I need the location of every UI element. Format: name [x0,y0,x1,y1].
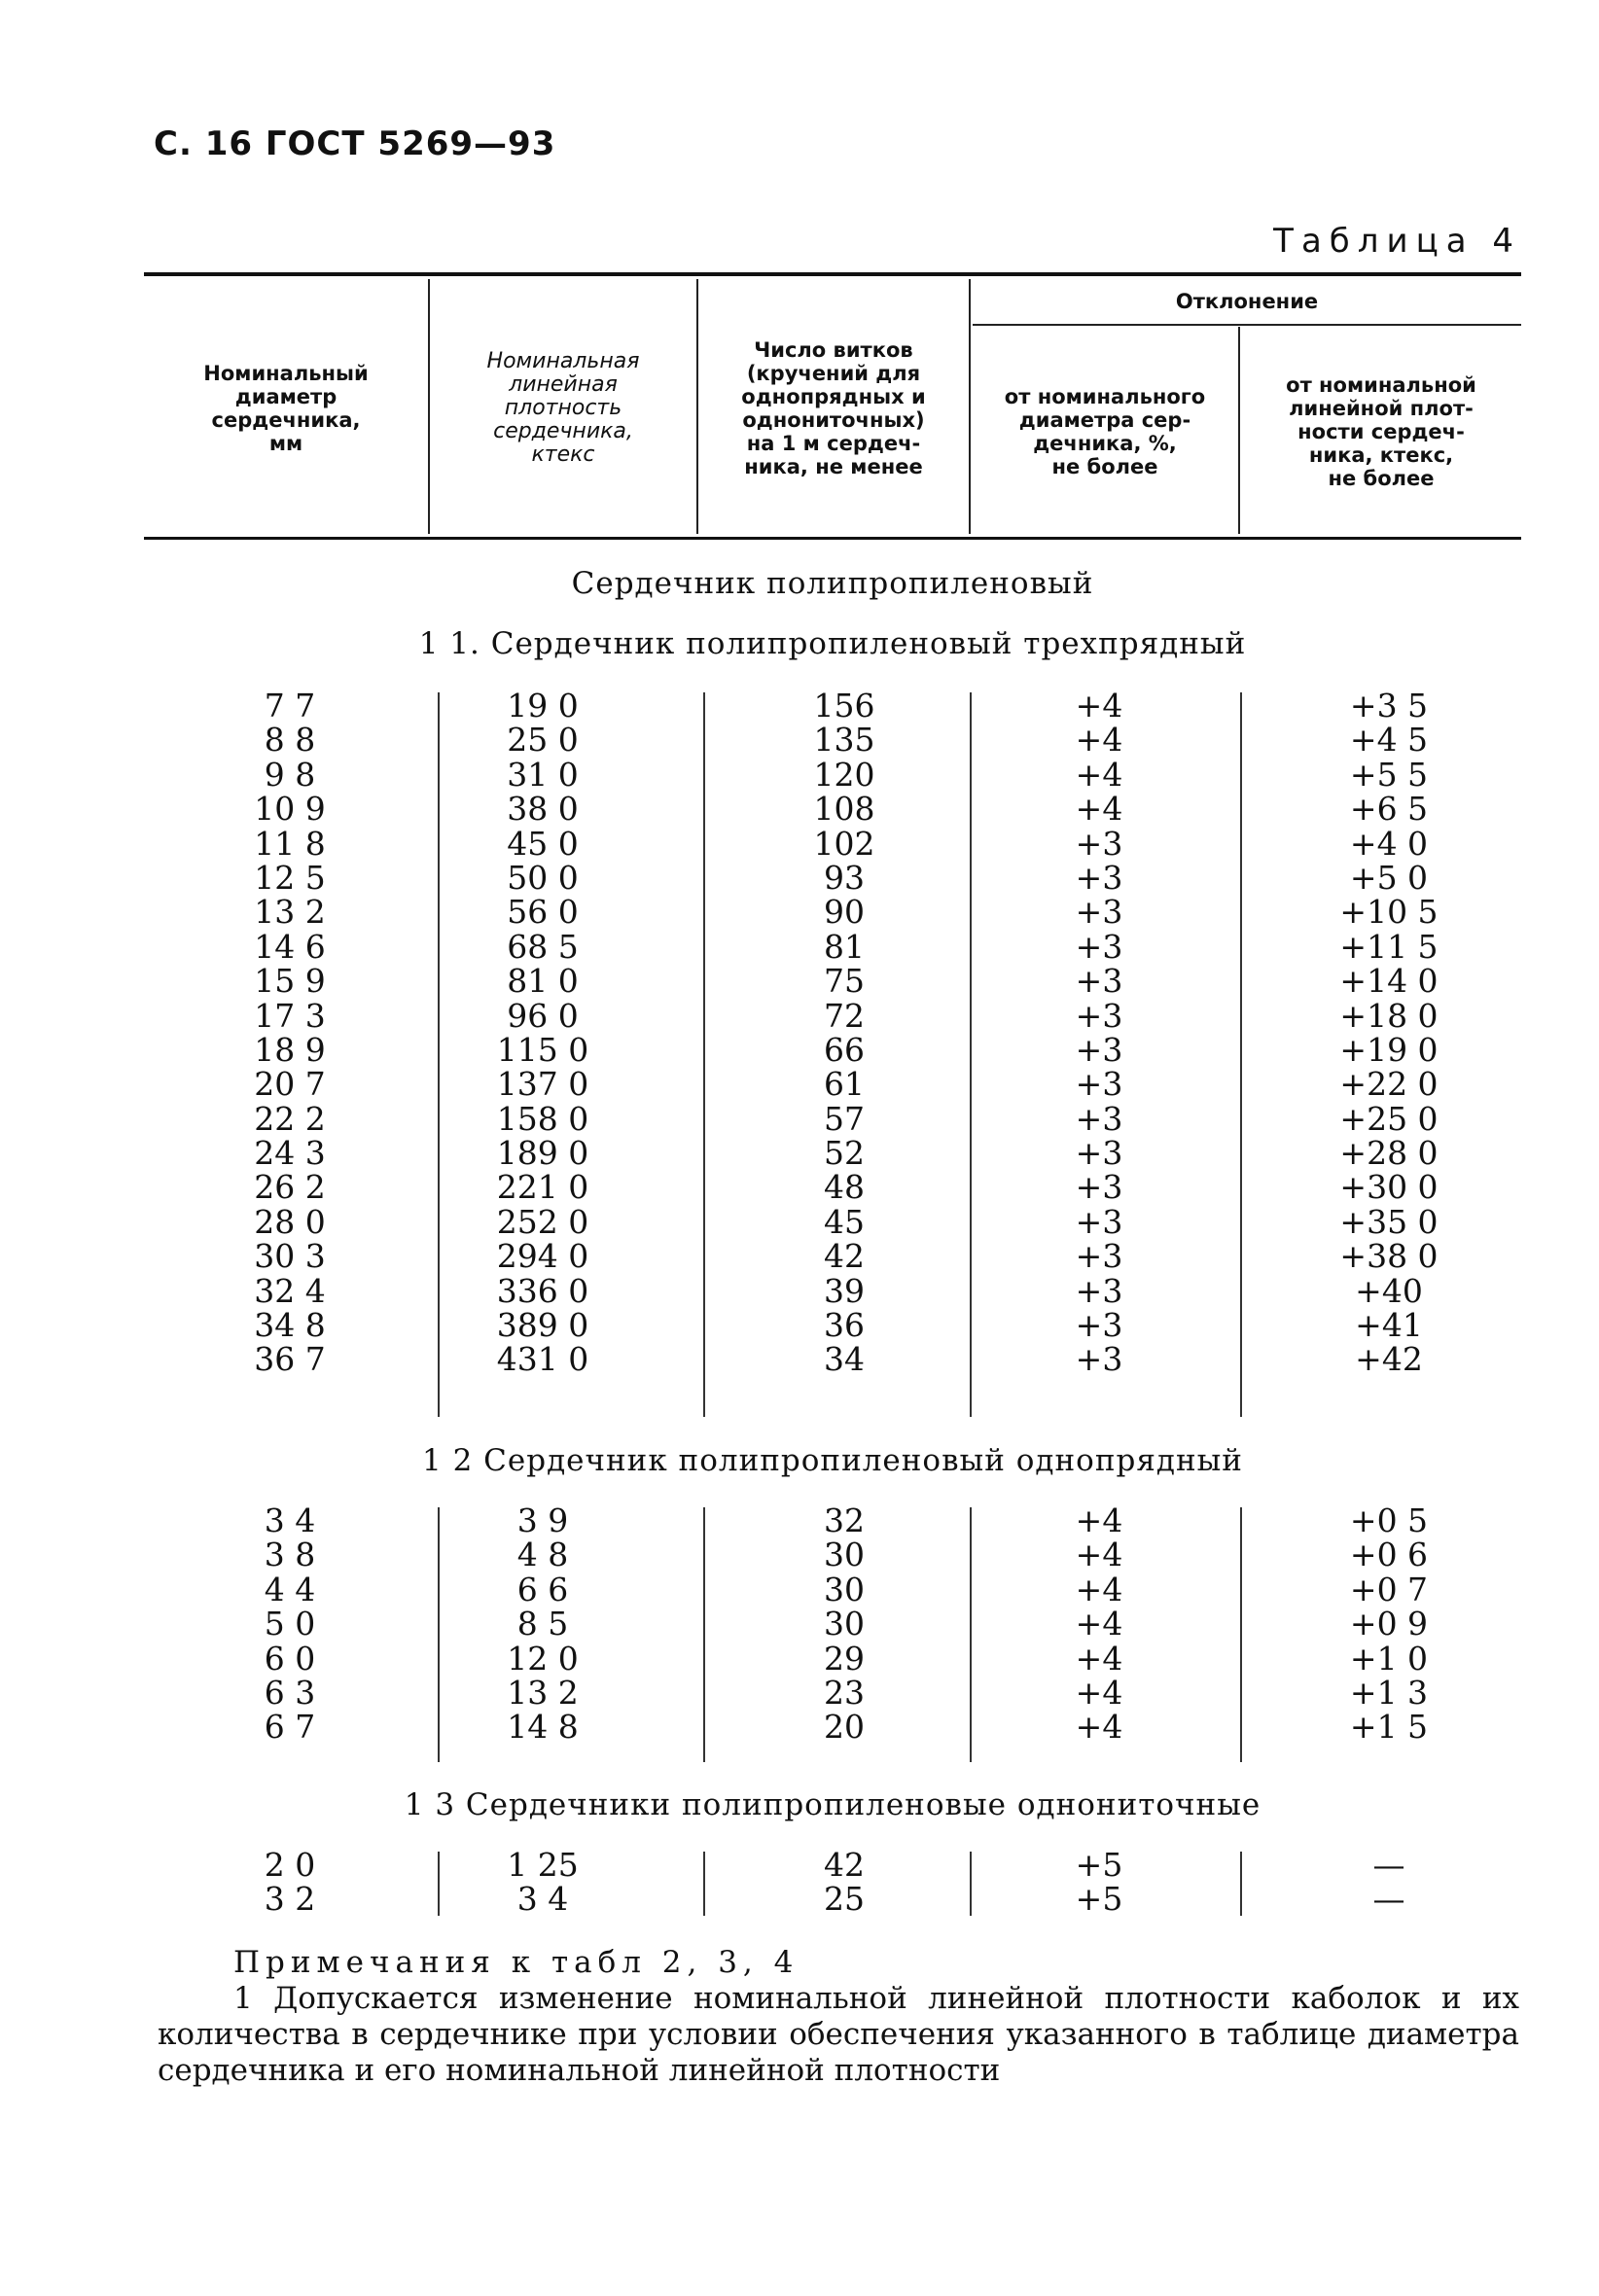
section-title: 1 3 Сердечники полипропиленовые однониточные [404,1787,1261,1822]
cell-twists: 30 [824,1570,865,1608]
cell-nominal-density: 431 0 [496,1340,589,1379]
cell-nominal-diameter: 3 2 [264,1880,316,1919]
cell-nominal-diameter: 14 6 [254,927,326,966]
table-row [144,1271,1521,1310]
table-row [144,996,1521,1035]
cell-diameter-deviation: +4 [1075,1639,1123,1678]
cell-nominal-diameter: 13 2 [254,893,326,932]
cell-nominal-diameter: 36 7 [254,1340,326,1379]
header-group-deviation: Отклонение [1175,290,1319,313]
notes [158,1945,1519,2089]
cell-twists: 45 [824,1202,865,1241]
header-group-rule [973,324,1521,326]
cell-diameter-deviation: +4 [1075,1708,1123,1747]
header-nominal-density [432,282,694,535]
cell-nominal-density: 137 0 [496,1065,589,1104]
cell-twists: 36 [824,1306,865,1345]
cell-density-deviation: +0 7 [1349,1570,1429,1608]
cell-nominal-diameter: 3 8 [264,1536,316,1574]
cell-diameter-deviation: +3 [1075,858,1123,897]
cell-nominal-density: 6 6 [516,1570,569,1608]
cell-twists: 20 [824,1708,865,1747]
cell-twists: 135 [813,721,875,759]
table-row [144,858,1521,897]
header-nominal-diameter-text: Номинальный диаметр сердечника, мм [203,362,369,455]
cell-nominal-density: 115 0 [496,1030,589,1069]
cell-nominal-diameter: 2 0 [264,1846,316,1884]
notes-title: Примечания к табл 2, 3, 4 [233,1945,800,1980]
cell-twists: 30 [824,1605,865,1643]
cell-density-deviation: +14 0 [1339,962,1439,1001]
main-title: Сердечник полипропиленовый [571,566,1094,601]
cell-nominal-diameter: 26 2 [254,1168,326,1207]
table-row [144,1880,1521,1919]
cell-diameter-deviation: +3 [1075,1099,1123,1138]
cell-twists: 39 [824,1271,865,1310]
column-separator [1240,1507,1242,1762]
cell-density-deviation: +41 [1355,1306,1423,1345]
page-header: С. 16 ГОСТ 5269—93 [154,124,556,163]
table-row [144,790,1521,829]
table-row [144,1030,1521,1069]
cell-twists: 25 [824,1880,865,1919]
table-row [144,824,1521,863]
cell-twists: 23 [824,1673,865,1712]
cell-nominal-density: 12 0 [507,1639,579,1678]
note-item: 1 Допускается изменение номинальной линейной плотности каболок и их количества в сердечнике при условии обеспечения указанного в таблице диаметра сердечника и его номинальной линейной плотности [158,1981,1519,2088]
cell-nominal-density: 158 0 [496,1099,589,1138]
section-rows [144,689,1521,1377]
cell-density-deviation: — [1372,1880,1405,1919]
cell-twists: 48 [824,1168,865,1207]
cell-nominal-diameter: 34 8 [254,1306,326,1345]
table-row [144,1572,1521,1607]
cell-density-deviation: +1 0 [1349,1639,1429,1678]
cell-nominal-density: 31 0 [507,755,579,794]
cell-nominal-diameter: 6 7 [264,1708,316,1747]
table-row [144,893,1521,932]
section-rows [144,1503,1521,1745]
cell-density-deviation: +19 0 [1339,1030,1439,1069]
cell-density-deviation: +28 0 [1339,1134,1439,1173]
cell-diameter-deviation: +3 [1075,1134,1123,1173]
cell-nominal-density: 221 0 [496,1168,589,1207]
cell-twists: 66 [824,1030,865,1069]
table-row [144,1168,1521,1207]
cell-nominal-diameter: 8 8 [264,721,316,759]
table-row [144,1065,1521,1104]
cell-nominal-diameter: 4 4 [264,1570,316,1608]
header-divider [696,279,698,534]
section-title: 1 1. Сердечник полипропиленовый трехпрядный [418,626,1247,661]
cell-diameter-deviation: +3 [1075,1065,1123,1104]
cell-density-deviation: +35 0 [1339,1202,1439,1241]
table-row [144,1537,1521,1572]
cell-diameter-deviation: +3 [1075,1168,1123,1207]
table-header-bottom-rule [144,537,1521,540]
table-row [144,1848,1521,1882]
table-row [144,1099,1521,1138]
table-row [144,1708,1521,1747]
column-separator [1240,1852,1242,1916]
cell-diameter-deviation: +4 [1075,1501,1123,1539]
cell-diameter-deviation: +3 [1075,1030,1123,1069]
table-row [144,962,1521,1001]
cell-nominal-density: 50 0 [507,858,579,897]
cell-nominal-diameter: 6 0 [264,1639,316,1678]
cell-nominal-diameter: 3 4 [264,1501,316,1539]
cell-diameter-deviation: +3 [1075,1202,1123,1241]
cell-density-deviation: +22 0 [1339,1065,1439,1104]
cell-density-deviation: +18 0 [1339,996,1439,1035]
cell-density-deviation: — [1372,1846,1405,1884]
cell-twists: 52 [824,1134,865,1173]
cell-nominal-diameter: 15 9 [254,962,326,1001]
column-separator [970,1852,972,1916]
cell-nominal-diameter: 11 8 [254,824,326,863]
cell-diameter-deviation: +4 [1075,687,1123,724]
cell-diameter-deviation: +4 [1075,1570,1123,1608]
cell-nominal-density: 252 0 [496,1202,589,1241]
cell-nominal-diameter: 10 9 [254,790,326,829]
cell-density-deviation: +0 5 [1349,1501,1429,1539]
table-row [144,1340,1521,1379]
cell-density-deviation: +30 0 [1339,1168,1439,1207]
cell-twists: 34 [824,1340,865,1379]
cell-nominal-density: 19 0 [507,687,579,724]
column-separator [438,1852,440,1916]
section-title: 1 2 Сердечник полипропиленовый однопрядный [422,1443,1243,1478]
cell-nominal-diameter: 32 4 [254,1271,326,1310]
cell-nominal-density: 3 4 [516,1880,569,1919]
cell-nominal-density: 96 0 [507,996,579,1035]
column-separator [438,692,440,1417]
table-row [144,1237,1521,1276]
cell-twists: 93 [824,858,865,897]
cell-twists: 32 [824,1501,865,1539]
cell-twists: 90 [824,893,865,932]
cell-nominal-diameter: 9 8 [264,755,316,794]
cell-diameter-deviation: +4 [1075,721,1123,759]
cell-nominal-density: 3 9 [516,1501,569,1539]
cell-nominal-diameter: 18 9 [254,1030,326,1069]
cell-density-deviation: +5 0 [1349,858,1429,897]
cell-diameter-deviation: +3 [1075,893,1123,932]
header-divider [428,279,430,534]
header-divider [969,279,971,534]
cell-nominal-diameter: 24 3 [254,1134,326,1173]
cell-density-deviation: +42 [1355,1340,1423,1379]
cell-nominal-diameter: 30 3 [254,1237,326,1276]
cell-diameter-deviation: +4 [1075,790,1123,829]
table-row [144,1202,1521,1241]
cell-nominal-density: 4 8 [516,1536,569,1574]
cell-twists: 75 [824,962,865,1001]
cell-nominal-density: 81 0 [507,962,579,1001]
cell-diameter-deviation: +4 [1075,1605,1123,1643]
header-nominal-diameter [146,282,426,535]
cell-nominal-density: 45 0 [507,824,579,863]
header-twists-text: Число витков (кручений для однопрядных и однониточных) на 1 м сердеч- ника, не менее [741,338,926,478]
cell-nominal-diameter: 20 7 [254,1065,326,1104]
header-divider [1238,327,1240,534]
cell-diameter-deviation: +4 [1075,1536,1123,1574]
cell-twists: 42 [824,1237,865,1276]
column-separator [1240,692,1242,1417]
cell-diameter-deviation: +5 [1075,1880,1123,1919]
cell-diameter-deviation: +3 [1075,1271,1123,1310]
cell-twists: 102 [813,824,875,863]
cell-nominal-density: 336 0 [496,1271,589,1310]
header-density-deviation [1241,329,1521,535]
cell-density-deviation: +38 0 [1339,1237,1439,1276]
cell-nominal-diameter: 6 3 [264,1673,316,1712]
cell-nominal-diameter: 5 0 [264,1605,316,1643]
section-rows [144,1848,1521,1917]
table-top-rule [144,272,1521,276]
cell-density-deviation: +0 6 [1349,1536,1429,1574]
table-row [144,1134,1521,1173]
cell-density-deviation: +25 0 [1339,1099,1439,1138]
header-diameter-deviation-text: от номинального диаметра сер- дечника, %, не более [1004,385,1206,478]
cell-diameter-deviation: +4 [1075,755,1123,794]
cell-twists: 72 [824,996,865,1035]
cell-diameter-deviation: +5 [1075,1846,1123,1884]
table-row [144,723,1521,757]
cell-diameter-deviation: +4 [1075,1673,1123,1712]
table-label: Таблица 4 [1273,222,1521,261]
cell-twists: 81 [824,927,865,966]
cell-nominal-diameter: 12 5 [254,858,326,897]
cell-twists: 108 [813,790,875,829]
cell-density-deviation: +3 5 [1349,687,1429,724]
table-row [144,689,1521,723]
cell-diameter-deviation: +3 [1075,824,1123,863]
column-separator [438,1507,440,1762]
table-row [144,1503,1521,1537]
cell-twists: 61 [824,1065,865,1104]
cell-nominal-density: 13 2 [507,1673,579,1712]
cell-density-deviation: +10 5 [1339,893,1439,932]
cell-diameter-deviation: +3 [1075,927,1123,966]
cell-nominal-density: 8 5 [516,1605,569,1643]
cell-density-deviation: +6 5 [1349,790,1429,829]
cell-density-deviation: +4 0 [1349,824,1429,863]
column-separator [703,692,705,1417]
cell-nominal-density: 189 0 [496,1134,589,1173]
cell-diameter-deviation: +3 [1075,962,1123,1001]
cell-twists: 156 [813,687,875,724]
table-row [144,755,1521,794]
header-twists [700,282,967,535]
table-row [144,927,1521,966]
cell-density-deviation: +4 5 [1349,721,1429,759]
cell-nominal-density: 68 5 [507,927,579,966]
cell-nominal-density: 389 0 [496,1306,589,1345]
cell-diameter-deviation: +3 [1075,1237,1123,1276]
cell-density-deviation: +1 5 [1349,1708,1429,1747]
cell-density-deviation: +1 3 [1349,1673,1429,1712]
column-separator [970,1507,972,1762]
cell-nominal-density: 14 8 [507,1708,579,1747]
cell-nominal-diameter: 7 7 [264,687,316,724]
cell-nominal-density: 1 25 [507,1846,579,1884]
cell-density-deviation: +5 5 [1349,755,1429,794]
column-separator [970,692,972,1417]
header-nominal-density-text: Номинальная линейная плотность сердечника, ктекс [486,349,640,467]
cell-twists: 42 [824,1846,865,1884]
cell-twists: 30 [824,1536,865,1574]
cell-nominal-density: 38 0 [507,790,579,829]
cell-nominal-diameter: 17 3 [254,996,326,1035]
cell-density-deviation: +11 5 [1339,927,1439,966]
cell-nominal-diameter: 28 0 [254,1202,326,1241]
cell-nominal-density: 294 0 [496,1237,589,1276]
cell-twists: 29 [824,1639,865,1678]
cell-nominal-density: 56 0 [507,893,579,932]
cell-twists: 120 [813,755,875,794]
cell-diameter-deviation: +3 [1075,996,1123,1035]
column-separator [703,1507,705,1762]
cell-twists: 57 [824,1099,865,1138]
cell-nominal-diameter: 22 2 [254,1099,326,1138]
table-row [144,1639,1521,1678]
cell-nominal-density: 25 0 [507,721,579,759]
column-separator [703,1852,705,1916]
cell-diameter-deviation: +3 [1075,1340,1123,1379]
cell-density-deviation: +40 [1355,1271,1423,1310]
table-row [144,1673,1521,1712]
cell-diameter-deviation: +3 [1075,1306,1123,1345]
table-row [144,1607,1521,1641]
header-density-deviation-text: от номинальной линейной плот- ности сердеч- ника, ктекс, не более [1286,373,1476,490]
cell-density-deviation: +0 9 [1349,1605,1429,1643]
table-row [144,1306,1521,1345]
header-diameter-deviation [973,329,1237,535]
